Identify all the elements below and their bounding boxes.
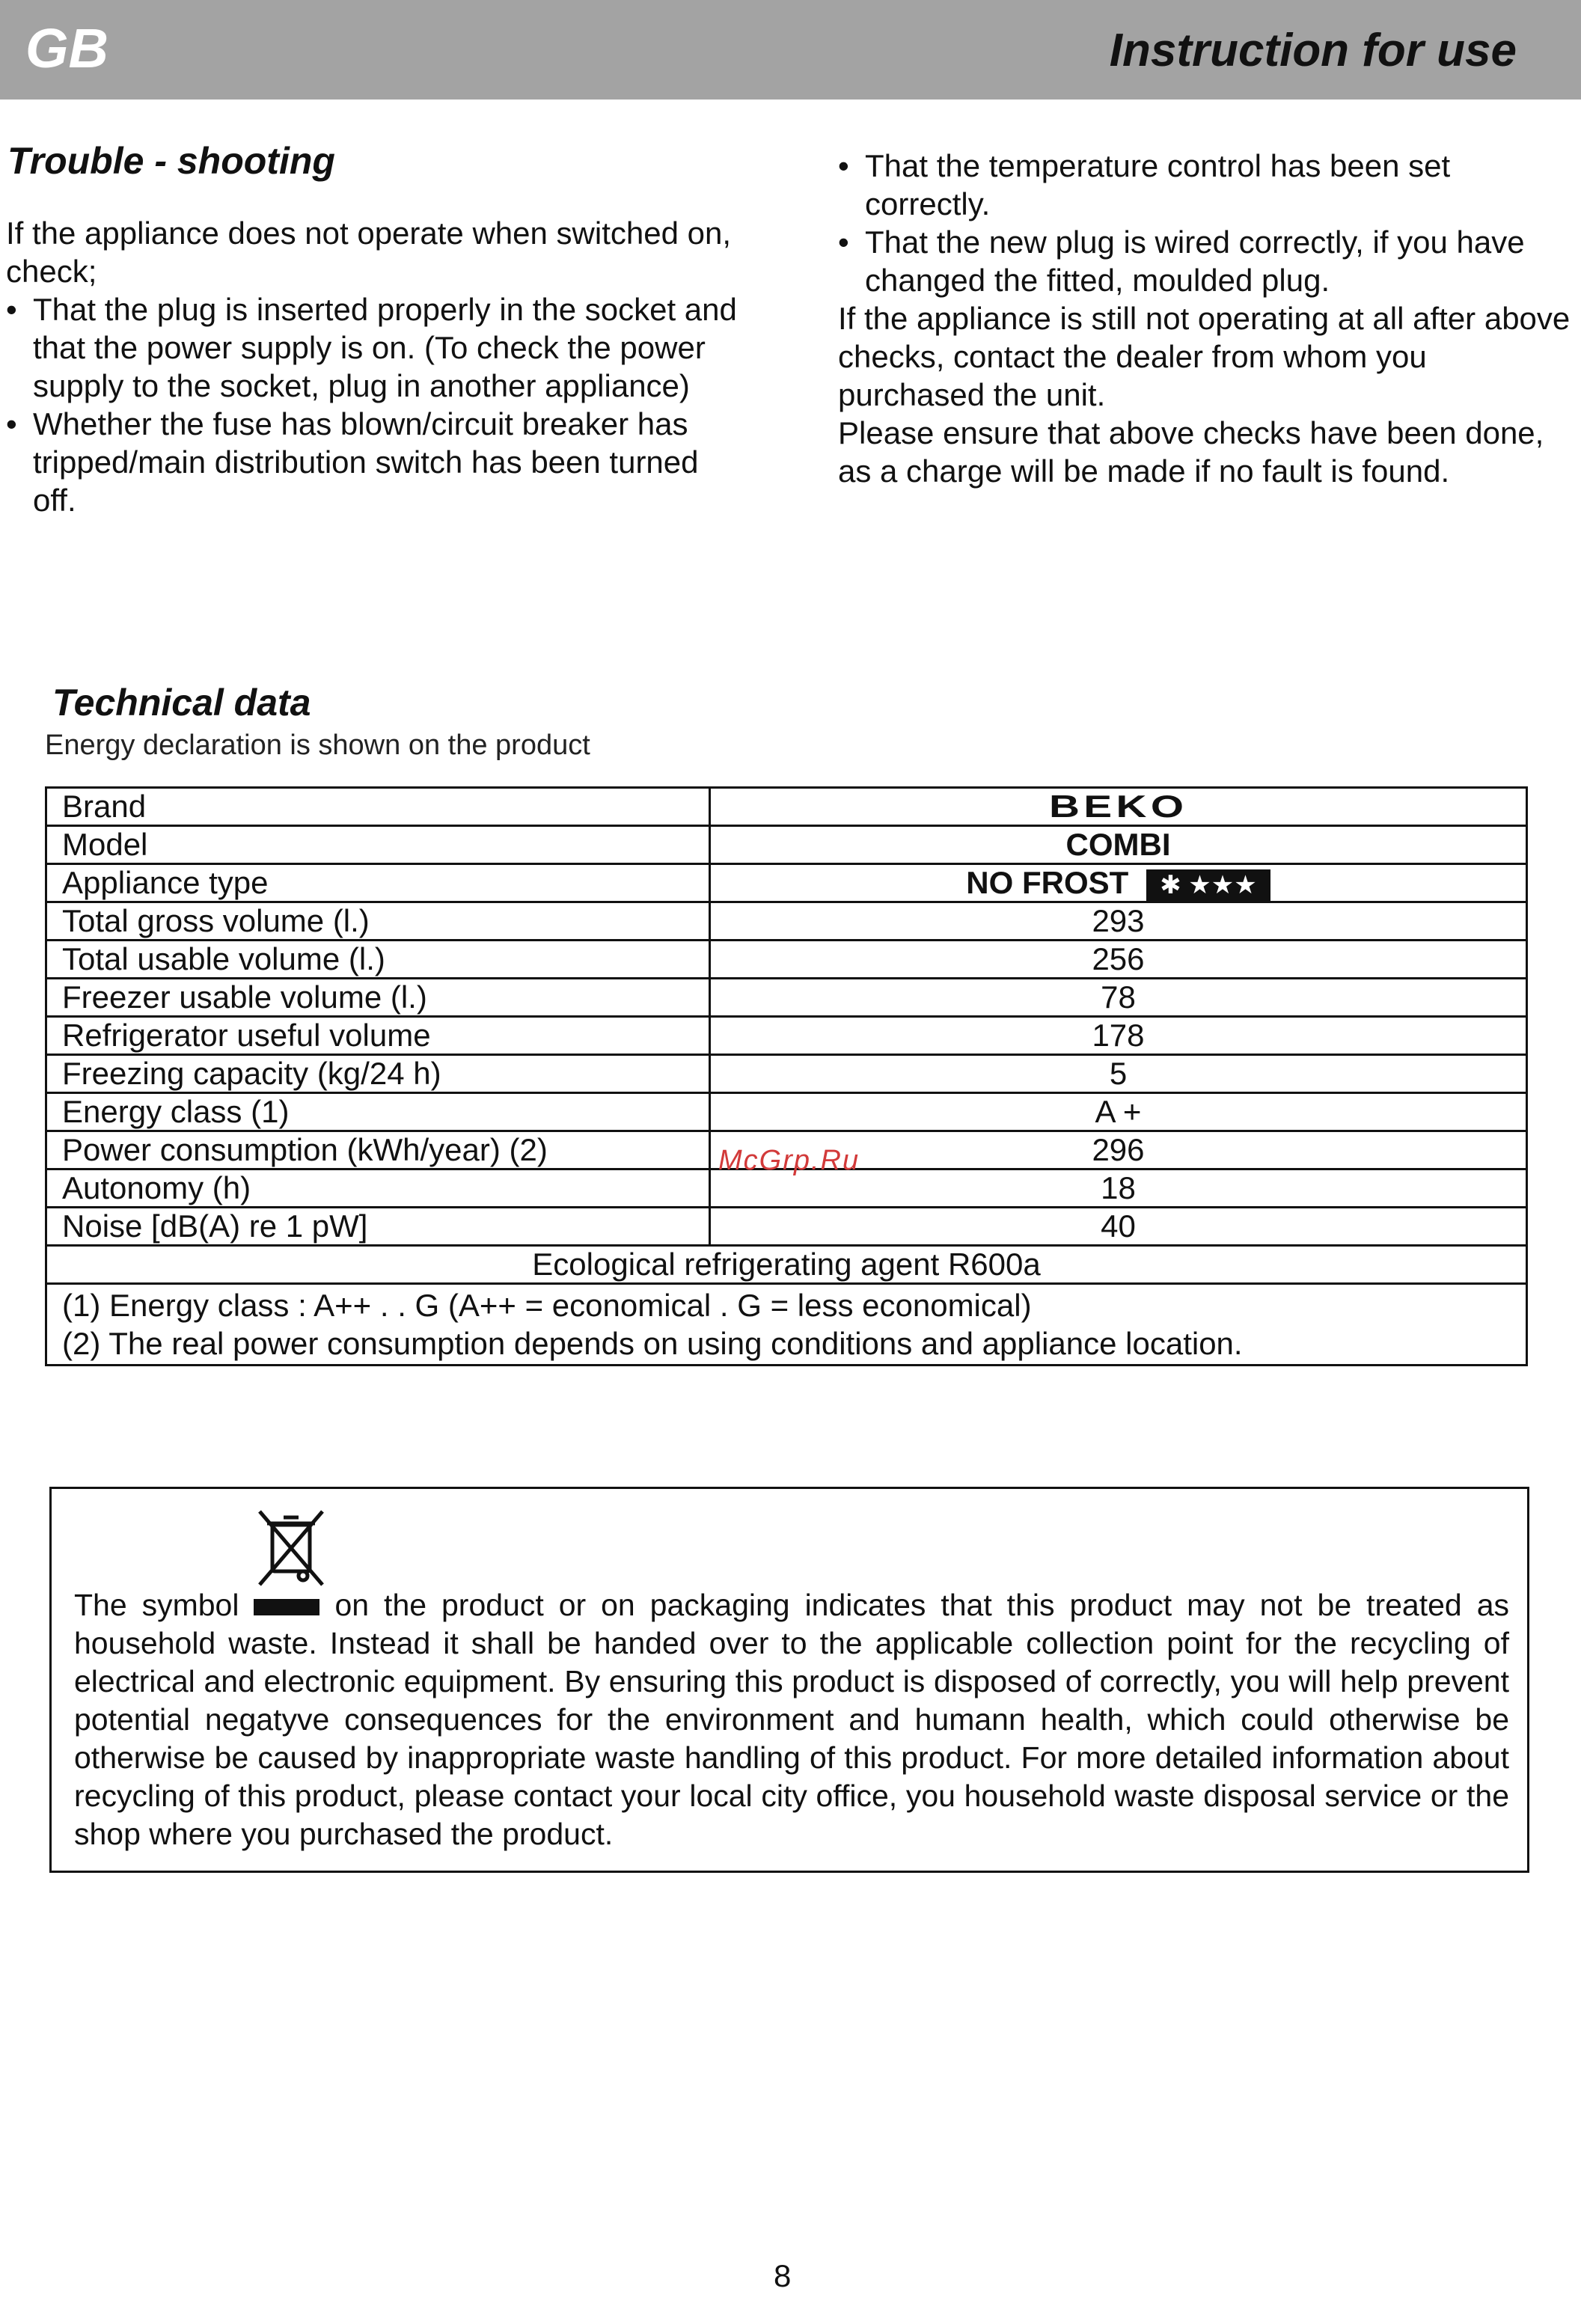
trouble-bullet: • That the new plug is wired correctly, if you have changed the fitted, moulded plug.: [838, 224, 1525, 298]
recycling-notice: [49, 1487, 1529, 1873]
trouble-heading: Trouble - shooting: [7, 140, 335, 182]
row-label: Appliance type: [46, 864, 710, 902]
row-label: Autonomy (h): [46, 1169, 710, 1208]
note-power-consumption: (2) The real power consumption depends on using conditions and appliance location.: [62, 1326, 1243, 1361]
row-value: [710, 826, 1527, 864]
table-row: [46, 1055, 1527, 1093]
row-label: Power consumption (kWh/year) (2): [46, 1131, 710, 1169]
value-text: 293: [1092, 903, 1145, 938]
page-title: Instruction for use: [1109, 25, 1517, 76]
trouble-bullet: • Whether the fuse has blown/circuit breaker has tripped/main distribution switch has been turned off.: [6, 406, 699, 518]
value-text: A +: [1095, 1094, 1142, 1129]
value-text: COMBI: [1065, 827, 1171, 862]
table-row: [46, 788, 1527, 826]
row-value: [710, 1208, 1527, 1246]
technical-heading: Technical data: [52, 682, 311, 724]
row-label: Refrigerator useful volume: [46, 1017, 710, 1055]
bullet-text: Whether the fuse has blown/circuit breaker has tripped/main distribution switch has been turned off.: [33, 406, 699, 518]
trouble-intro: If the appliance does not operate when switched on, check;: [6, 215, 731, 289]
row-value: [710, 788, 1527, 826]
row-value: [710, 1017, 1527, 1055]
value-text: 178: [1092, 1018, 1145, 1053]
table-row: [46, 864, 1527, 902]
row-label: Total usable volume (l.): [46, 941, 710, 979]
page-number: 8: [774, 2258, 792, 2293]
value-text: 18: [1101, 1170, 1136, 1205]
trouble-bullet: • That the plug is inserted properly in the socket and that the power supply is on. (To check the power supply to the socket, plug in another appliance): [6, 292, 737, 403]
row-label: Noise [dB(A) re 1 pW]: [46, 1208, 710, 1246]
table-row: [46, 941, 1527, 979]
recycling-text-start: The symbol: [74, 1588, 239, 1622]
bullet-text: That the plug is inserted properly in the socket and that the power supply is on. (To check the power supply to the socket, plug in another appliance): [33, 292, 737, 403]
trouble-bullet: • That the temperature control has been set correctly.: [838, 148, 1451, 221]
bullet-text: That the new plug is wired correctly, if you have changed the fitted, moulded plug.: [865, 224, 1525, 298]
table-row: [46, 1208, 1527, 1246]
value-text: 296: [1092, 1132, 1145, 1167]
symbol-bar-icon: [254, 1599, 319, 1615]
energy-declaration-note: Energy declaration is shown on the product: [45, 730, 590, 761]
row-value: [710, 1055, 1527, 1093]
table-row: [46, 1017, 1527, 1055]
beko-logo: BEKO: [1048, 789, 1188, 824]
trouble-right-column: [838, 147, 1579, 490]
value-text: 5: [1109, 1056, 1128, 1091]
freezer-star-rating-icon: ✱ ★★★: [1146, 869, 1270, 901]
refrigerating-agent: Ecological refrigerating agent R600a: [46, 1246, 1527, 1284]
row-value: [710, 864, 1527, 902]
trouble-note: Please ensure that above checks have been done, as a charge will be made if no fault is found.: [838, 415, 1544, 489]
value-text: 256: [1092, 941, 1145, 976]
row-label: Model: [46, 826, 710, 864]
value-text: 78: [1101, 979, 1136, 1015]
row-value: [710, 979, 1527, 1017]
row-label: Energy class (1): [46, 1093, 710, 1131]
notes-row: [46, 1284, 1527, 1366]
technical-data-table: [45, 786, 1528, 1366]
table-row: [46, 826, 1527, 864]
row-label: Brand: [46, 788, 710, 826]
value-text: 40: [1101, 1208, 1136, 1244]
trouble-after: If the appliance is still not operating at all after above checks, contact the dealer from whom you purchased the unit.: [838, 301, 1571, 412]
table-row: [46, 902, 1527, 941]
row-label: Freezing capacity (kg/24 h): [46, 1055, 710, 1093]
agent-row: [46, 1246, 1527, 1284]
recycling-text: [74, 1586, 1509, 1853]
row-value: [710, 1093, 1527, 1131]
recycling-text-body: on the product or on packaging indicates that this product may not be treated as household waste. Instead it shall be handed over to the applicable collection point for the recycling of electrical and electronic equipment. By ensuring this product is disposed of correctly, you will help prevent potential negatyve consequences for the environment and humann health, which could otherwise be otherwise be caused by inappropriate waste handling of this product. For more detailed information about recycling of this product, please contact your local city office, you household waste disposal service or the shop where you purchased the product.: [74, 1588, 1509, 1851]
table-row: [46, 1093, 1527, 1131]
bullet-text: That the temperature control has been set correctly.: [865, 148, 1451, 221]
row-value: [710, 902, 1527, 941]
watermark: McGrp.Ru: [718, 1145, 860, 1176]
table-row: [46, 979, 1527, 1017]
page-header: [0, 0, 1581, 100]
language-code: GB: [25, 17, 108, 79]
row-label: Total gross volume (l.): [46, 902, 710, 941]
appliance-type-value: NO FROST: [966, 865, 1129, 900]
note-energy-class: (1) Energy class : A++ . . G (A++ = economical . G = less economical): [62, 1288, 1032, 1323]
trouble-left-column: [6, 214, 739, 519]
row-label: Freezer usable volume (l.): [46, 979, 710, 1017]
row-value: [710, 941, 1527, 979]
crossed-bin-icon: [254, 1507, 328, 1589]
